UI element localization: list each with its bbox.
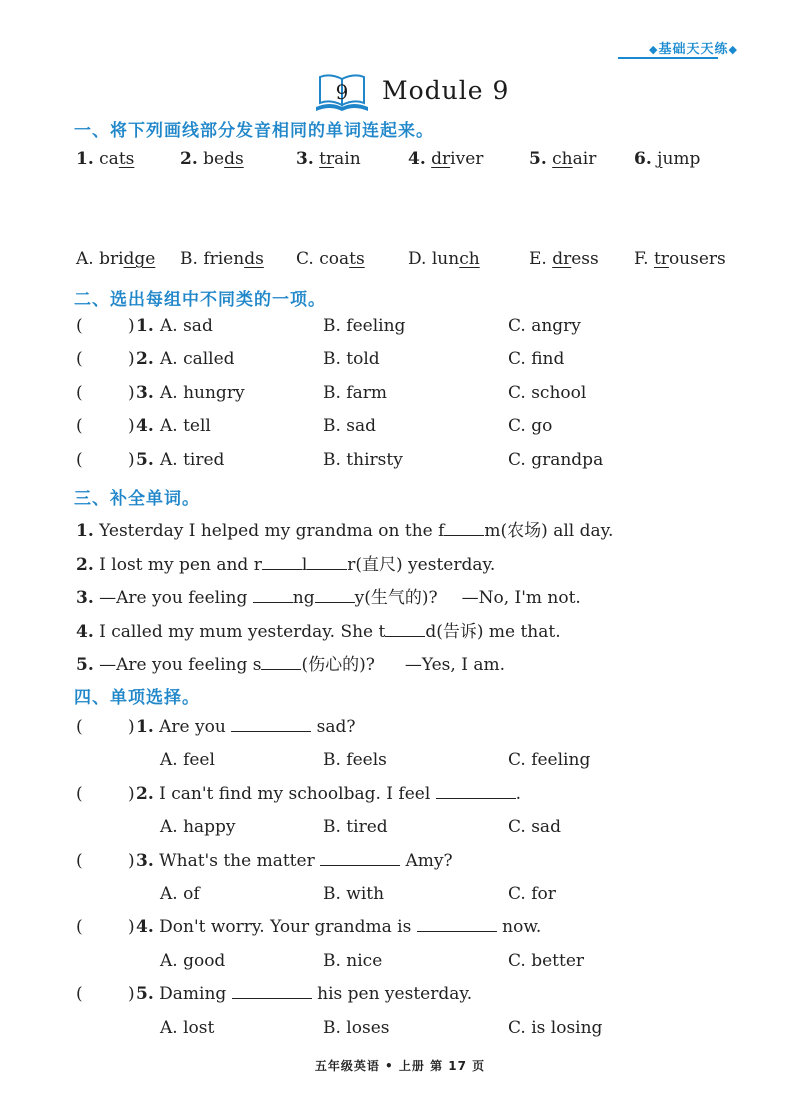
question-text-end: . <box>515 783 522 804</box>
question-text: Are you <box>153 717 232 737</box>
option-a: A. called <box>160 349 235 370</box>
option-a: A. feel <box>160 750 215 771</box>
question-text-end: Amy? <box>400 850 453 871</box>
underlined-letters: ts <box>118 149 135 169</box>
answer-paren-open[interactable]: ( <box>76 850 83 871</box>
word-suffix: ess <box>571 249 599 269</box>
question-number: 3. <box>136 382 154 403</box>
answer-blank[interactable] <box>417 917 497 932</box>
word-label: 2. <box>180 149 198 169</box>
question-number: 1. <box>136 717 154 737</box>
word-prefix: be <box>203 149 225 169</box>
option-c: C. school <box>508 382 587 403</box>
answer-paren-open[interactable]: ( <box>76 349 83 370</box>
option-b: B. feels <box>323 750 387 771</box>
question-text-end: sad? <box>311 717 356 737</box>
word-label: B. <box>180 249 198 269</box>
question-number: 1. <box>136 316 154 336</box>
word-suffix: ousers <box>668 249 726 269</box>
answer-paren-close[interactable]: ) <box>128 984 135 1005</box>
option-b: B. feeling <box>323 316 406 336</box>
fill-word-q3: 3. —Are you feeling ng y(生气的)? —No, I'm not. <box>76 588 581 608</box>
question-number: 4. <box>136 917 154 938</box>
option-c: C. better <box>508 950 585 971</box>
answer-paren-open[interactable]: ( <box>76 717 83 737</box>
section-1-heading: 一、将下列画线部分发音相同的单词连起来。 <box>74 121 434 141</box>
underlined-letters: ch <box>552 149 573 169</box>
top-word-5 <box>529 149 596 169</box>
top-word-2 <box>180 149 244 169</box>
option-a: A. good <box>160 950 226 971</box>
answer-paren-open[interactable]: ( <box>76 917 83 938</box>
question-stem <box>136 851 453 871</box>
word-label: D. <box>408 249 427 269</box>
option-a: A. tired <box>160 449 225 470</box>
answer-paren-open[interactable]: ( <box>76 416 83 437</box>
question-text: Don't worry. Your grandma is <box>153 917 417 938</box>
underlined-letters: dr <box>431 149 451 169</box>
word-suffix: iver <box>450 149 484 169</box>
option-a: A. lost <box>160 1017 215 1038</box>
question-number: 5. <box>136 984 154 1005</box>
underlined-letters: dr <box>552 249 572 269</box>
fill-word-q1: 1. Yesterday I helped my grandma on the f m(农场) all day. <box>76 521 614 541</box>
fill-word-q2: 2. I lost my pen and r l r(直尺) yesterday. <box>76 555 496 575</box>
word-label: 1. <box>76 149 94 169</box>
answer-paren-open[interactable]: ( <box>76 449 83 470</box>
option-b: B. with <box>323 884 385 904</box>
word-prefix: bri <box>99 249 124 269</box>
underlined-letters: tr <box>319 149 335 169</box>
underlined-letters: tr <box>653 249 669 269</box>
word-label: A. <box>76 249 94 269</box>
option-b: B. farm <box>323 382 387 403</box>
question-number: 3. <box>136 850 154 871</box>
answer-paren-close[interactable]: ) <box>128 850 135 871</box>
question-number: 2. <box>136 783 154 804</box>
answer-paren-close[interactable]: ) <box>128 783 135 804</box>
top-word-4 <box>408 149 483 169</box>
bottom-word-5 <box>529 249 599 269</box>
question-stem <box>136 717 355 737</box>
underlined-letters: j <box>657 149 663 169</box>
answer-paren-close[interactable]: ) <box>128 349 135 370</box>
question-stem <box>136 784 521 804</box>
underlined-letters: ds <box>224 149 244 169</box>
top-word-6 <box>634 149 700 169</box>
option-a: A. happy <box>160 817 236 838</box>
word-suffix: ain <box>334 149 361 169</box>
question-number: 4. <box>136 416 154 437</box>
word-prefix: frien <box>203 249 245 269</box>
option-a: A. sad <box>160 316 213 336</box>
option-b: B. thirsty <box>323 449 403 470</box>
word-label: C. <box>296 249 314 269</box>
answer-paren-open[interactable]: ( <box>76 382 83 403</box>
answer-blank[interactable] <box>231 717 311 732</box>
answer-paren-close[interactable]: ) <box>128 382 135 403</box>
question-stem <box>136 984 472 1004</box>
option-b: B. tired <box>323 817 388 838</box>
underlined-letters: ts <box>349 249 365 269</box>
question-text: What's the matter <box>153 850 321 871</box>
bottom-word-6 <box>634 249 726 269</box>
top-word-1 <box>76 149 134 169</box>
option-c: C. for <box>508 884 556 904</box>
word-prefix: lun <box>431 249 460 269</box>
word-prefix: coa <box>319 249 350 269</box>
tag-underline <box>618 57 718 59</box>
answer-blank[interactable] <box>436 784 516 799</box>
word-prefix: ca <box>99 149 119 169</box>
answer-paren-close[interactable]: ) <box>128 416 135 437</box>
option-b: B. nice <box>323 950 383 971</box>
option-a: A. hungry <box>160 382 245 403</box>
answer-paren-close[interactable]: ) <box>128 717 135 737</box>
answer-paren-open[interactable]: ( <box>76 783 83 804</box>
answer-blank[interactable] <box>262 555 302 570</box>
answer-paren-close[interactable]: ) <box>128 316 135 336</box>
answer-paren-open[interactable]: ( <box>76 984 83 1005</box>
series-tag-text: 基础天天练 <box>658 42 729 57</box>
section-4-heading: 四、单项选择。 <box>74 688 200 708</box>
top-word-3 <box>296 149 361 169</box>
option-a: A. tell <box>160 416 211 437</box>
underlined-letters: ds <box>244 249 264 269</box>
question-number: 5. <box>136 449 154 470</box>
option-c: C. find <box>508 349 565 370</box>
answer-paren-open[interactable]: ( <box>76 316 83 336</box>
word-label: E. <box>529 249 547 269</box>
section-3-heading: 三、补全单词。 <box>74 489 200 509</box>
answer-blank[interactable] <box>253 588 293 603</box>
option-c: C. feeling <box>508 750 591 771</box>
option-c: C. go <box>508 416 553 437</box>
question-stem <box>136 917 541 937</box>
bottom-word-4 <box>408 249 480 269</box>
page-footer: 五年级英语 • 上册 第 17 页 <box>314 1059 486 1073</box>
word-label: 6. <box>634 149 652 169</box>
answer-blank[interactable] <box>261 655 301 670</box>
word-label: 4. <box>408 149 426 169</box>
bottom-word-1 <box>76 249 155 269</box>
open-book-icon <box>312 73 372 113</box>
word-label: F. <box>634 249 649 269</box>
option-b: B. sad <box>323 416 377 437</box>
series-tag <box>649 38 738 57</box>
question-number: 2. <box>136 349 154 370</box>
bottom-word-3 <box>296 249 365 269</box>
word-label: 3. <box>296 149 314 169</box>
question-text: Daming <box>153 984 232 1005</box>
underlined-letters: dge <box>123 249 156 269</box>
option-a: A. of <box>160 884 200 904</box>
question-text: I can't find my schoolbag. I feel <box>153 783 436 804</box>
question-text-end: his pen yesterday. <box>311 984 473 1005</box>
diamond-icon: ◆ <box>728 43 738 56</box>
answer-paren-close[interactable]: ) <box>128 917 135 938</box>
answer-blank[interactable] <box>320 851 400 866</box>
answer-blank[interactable] <box>385 622 425 637</box>
underlined-letters: ch <box>459 249 480 269</box>
option-c: C. is losing <box>508 1017 603 1038</box>
answer-blank[interactable] <box>307 555 347 570</box>
answer-blank[interactable] <box>315 588 355 603</box>
diamond-icon: ◆ <box>649 43 659 56</box>
option-b: B. loses <box>323 1017 390 1038</box>
module-number: 9 <box>335 80 349 104</box>
section-2-heading: 二、选出每组中不同类的一项。 <box>74 290 326 310</box>
bottom-word-2 <box>180 249 264 269</box>
word-label: 5. <box>529 149 547 169</box>
module-title: Module 9 <box>382 76 510 105</box>
word-suffix: air <box>572 149 597 169</box>
question-text-end: now. <box>496 917 542 938</box>
option-c: C. sad <box>508 817 561 838</box>
option-b: B. told <box>323 349 380 370</box>
fill-word-q5: 5. —Are you feeling s (伤心的)? —Yes, I am. <box>76 655 505 675</box>
fill-word-q4: 4. I called my mum yesterday. She t d(告诉) me that. <box>76 622 561 642</box>
word-suffix: ump <box>662 149 701 169</box>
option-c: C. angry <box>508 316 581 336</box>
answer-blank[interactable] <box>444 521 484 536</box>
answer-paren-close[interactable]: ) <box>128 449 135 470</box>
option-c: C. grandpa <box>508 449 604 470</box>
answer-blank[interactable] <box>232 984 312 999</box>
